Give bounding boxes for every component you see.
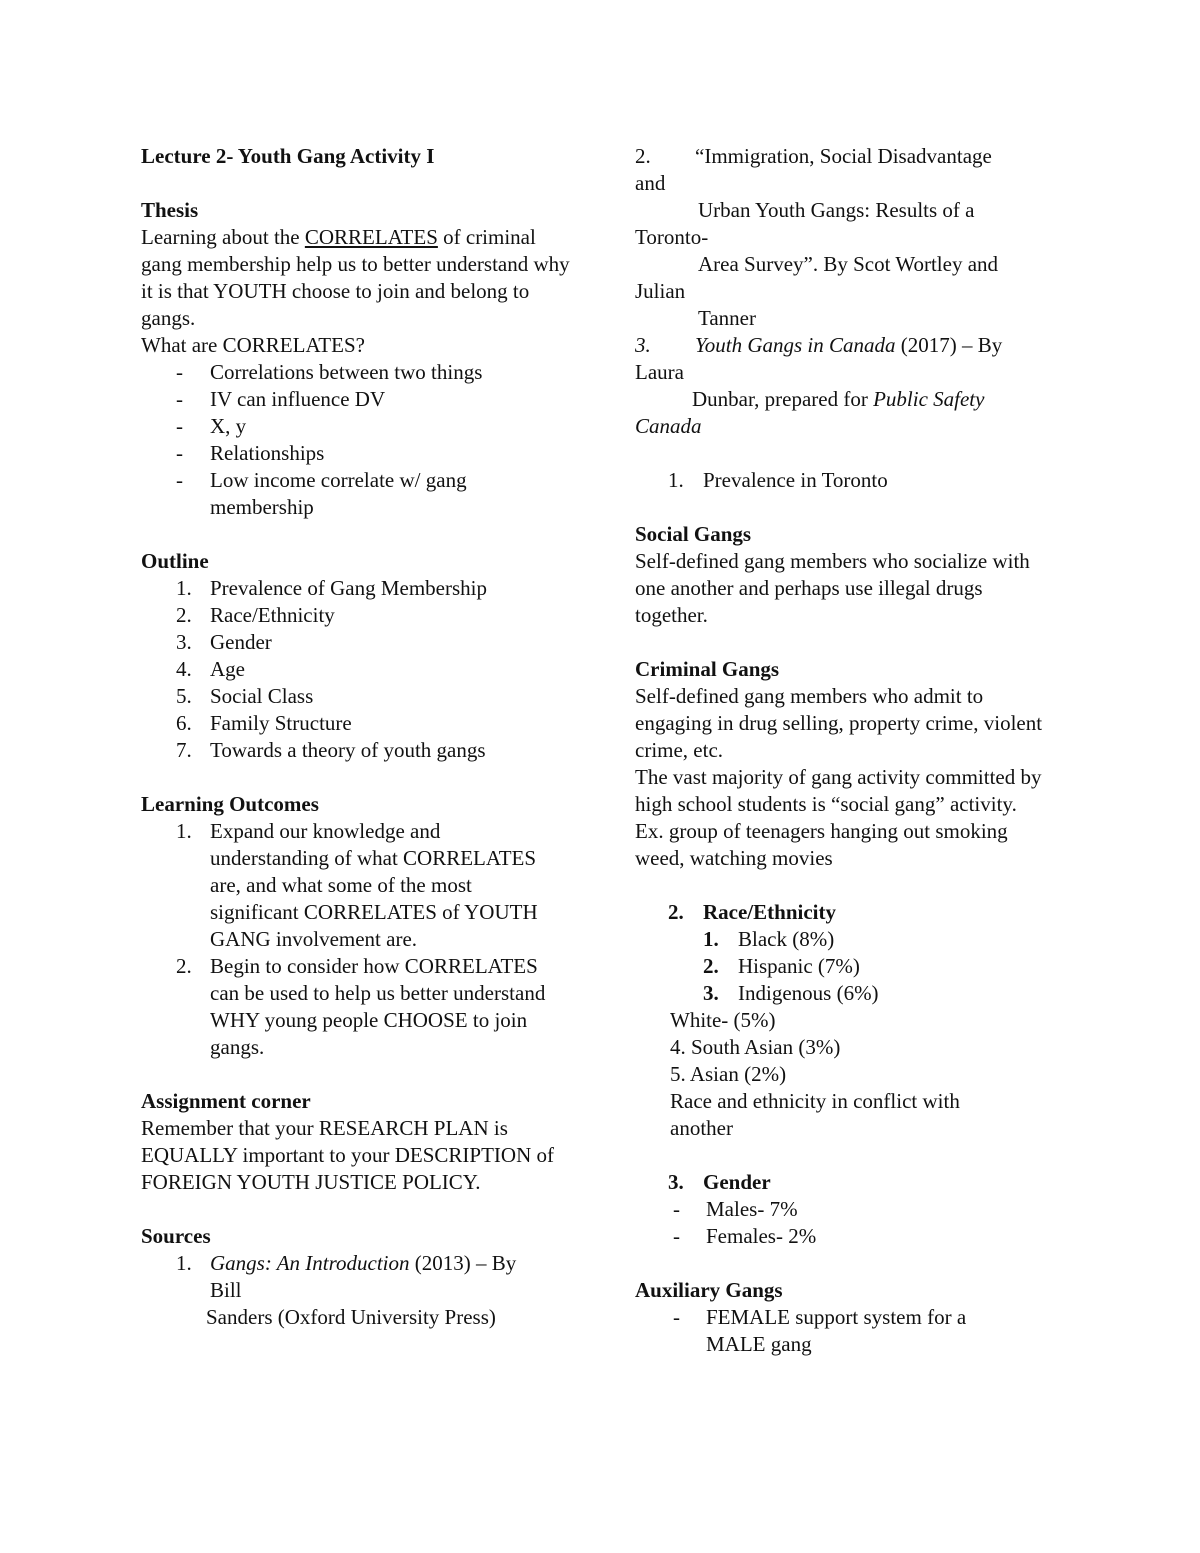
thesis-text: Learning about the CORRELATES of criminal gang membership help us to better understand why it is that YOUTH choose to join and belong to gangs.: [141, 225, 570, 330]
source-line: Laura: [635, 360, 684, 384]
outline-heading: Outline: [141, 549, 209, 573]
outline-item: 2. Race/Ethnicity: [176, 603, 335, 627]
right-column: [635, 143, 1065, 1358]
race-conflict-text: Race and ethnicity in conflict with another: [670, 1089, 960, 1140]
thesis-keyword: CORRELATES: [304, 225, 438, 249]
social-gangs-text: Self-defined gang members who socialize with one another and perhaps use illegal drugs together.: [635, 549, 1030, 627]
source-line: Tanner: [698, 306, 756, 330]
learning-outcomes-heading: Learning Outcomes: [141, 792, 319, 816]
example-text: Ex. group of teenagers hanging out smoking weed, watching movies: [635, 819, 1008, 870]
thesis-heading: Thesis: [141, 198, 199, 222]
criminal-gangs-heading: Criminal Gangs: [635, 657, 780, 681]
source-line: and: [635, 171, 666, 195]
race-line: 4. South Asian (3%): [670, 1035, 841, 1059]
source-line: Sanders (Oxford University Press): [206, 1305, 496, 1329]
list-item: - Relationships: [176, 441, 325, 465]
assignment-heading: Assignment corner: [141, 1089, 311, 1113]
left-column: [141, 143, 571, 1331]
list-item: - Low income correlate w/ gang membership: [176, 468, 467, 519]
list-item: - X, y: [176, 414, 247, 438]
outline-item: 6. Family Structure: [176, 711, 352, 735]
source-line: Julian: [635, 279, 686, 303]
auxiliary-gangs-heading: Auxiliary Gangs: [635, 1278, 783, 1302]
outline-item: 7. Towards a theory of youth gangs: [176, 738, 486, 762]
majority-text: The vast majority of gang activity committed by high school students is “social gang” activity.: [635, 765, 1042, 816]
gender-item: - Males- 7%: [673, 1197, 798, 1221]
race-item: 3. Indigenous (6%): [703, 981, 879, 1005]
outcome-item: 1. Expand our knowledge and understanding of what CORRELATES are, and what some of the most significant CORRELATES of YOUTH GANG involvement are.: [176, 819, 538, 951]
outline-item: 5. Social Class: [176, 684, 314, 708]
race-item: 1. Black (8%): [703, 927, 835, 951]
source-item: 2. “Immigration, Social Disadvantage: [635, 144, 992, 168]
list-item: - Correlations between two things: [176, 360, 483, 384]
source-title: Gangs: An Introduction: [210, 1251, 410, 1275]
race-heading: 2. Race/Ethnicity: [668, 900, 836, 924]
section-item: 1. Prevalence in Toronto: [668, 468, 888, 492]
race-item: 2. Hispanic (7%): [703, 954, 860, 978]
outline-item: 4. Age: [176, 657, 245, 681]
source-line: Urban Youth Gangs: Results of a: [698, 198, 975, 222]
source-item: 3. Youth Gangs in Canada (2017) – By: [635, 333, 1003, 357]
source-line: Canada: [635, 414, 702, 438]
assignment-text: Remember that your RESEARCH PLAN is EQUALLY important to your DESCRIPTION of FOREIGN YOUTH JUSTICE POLICY.: [141, 1116, 554, 1194]
list-item: - IV can influence DV: [176, 387, 386, 411]
lecture-title: Lecture 2- Youth Gang Activity I: [141, 144, 435, 168]
race-line: White- (5%): [670, 1008, 776, 1032]
outline-item: 3. Gender: [176, 630, 272, 654]
gender-item: - Females- 2%: [673, 1224, 817, 1248]
auxiliary-item: - FEMALE support system for a MALE gang: [673, 1305, 967, 1356]
source-line: Bill: [210, 1278, 242, 1302]
source-line: Toronto-: [635, 225, 709, 249]
race-line: 5. Asian (2%): [670, 1062, 787, 1086]
outcome-item: 2. Begin to consider how CORRELATES can be used to help us better understand WHY young people CHOOSE to join gangs.: [176, 954, 546, 1059]
source-title: Youth Gangs in Canada: [695, 333, 896, 357]
source-line: Dunbar, prepared for Public Safety: [692, 387, 985, 411]
social-gangs-heading: Social Gangs: [635, 522, 752, 546]
source-item: 1. Gangs: An Introduction (2013) – By: [176, 1251, 517, 1275]
gender-heading: 3. Gender: [668, 1170, 771, 1194]
criminal-gangs-text: Self-defined gang members who admit to engaging in drug selling, property crime, violent crime, etc.: [635, 684, 1043, 762]
correlates-question: What are CORRELATES?: [141, 333, 365, 357]
sources-heading: Sources: [141, 1224, 211, 1248]
outline-item: 1. Prevalence of Gang Membership: [176, 576, 487, 600]
source-line: Area Survey”. By Scot Wortley and: [698, 252, 999, 276]
